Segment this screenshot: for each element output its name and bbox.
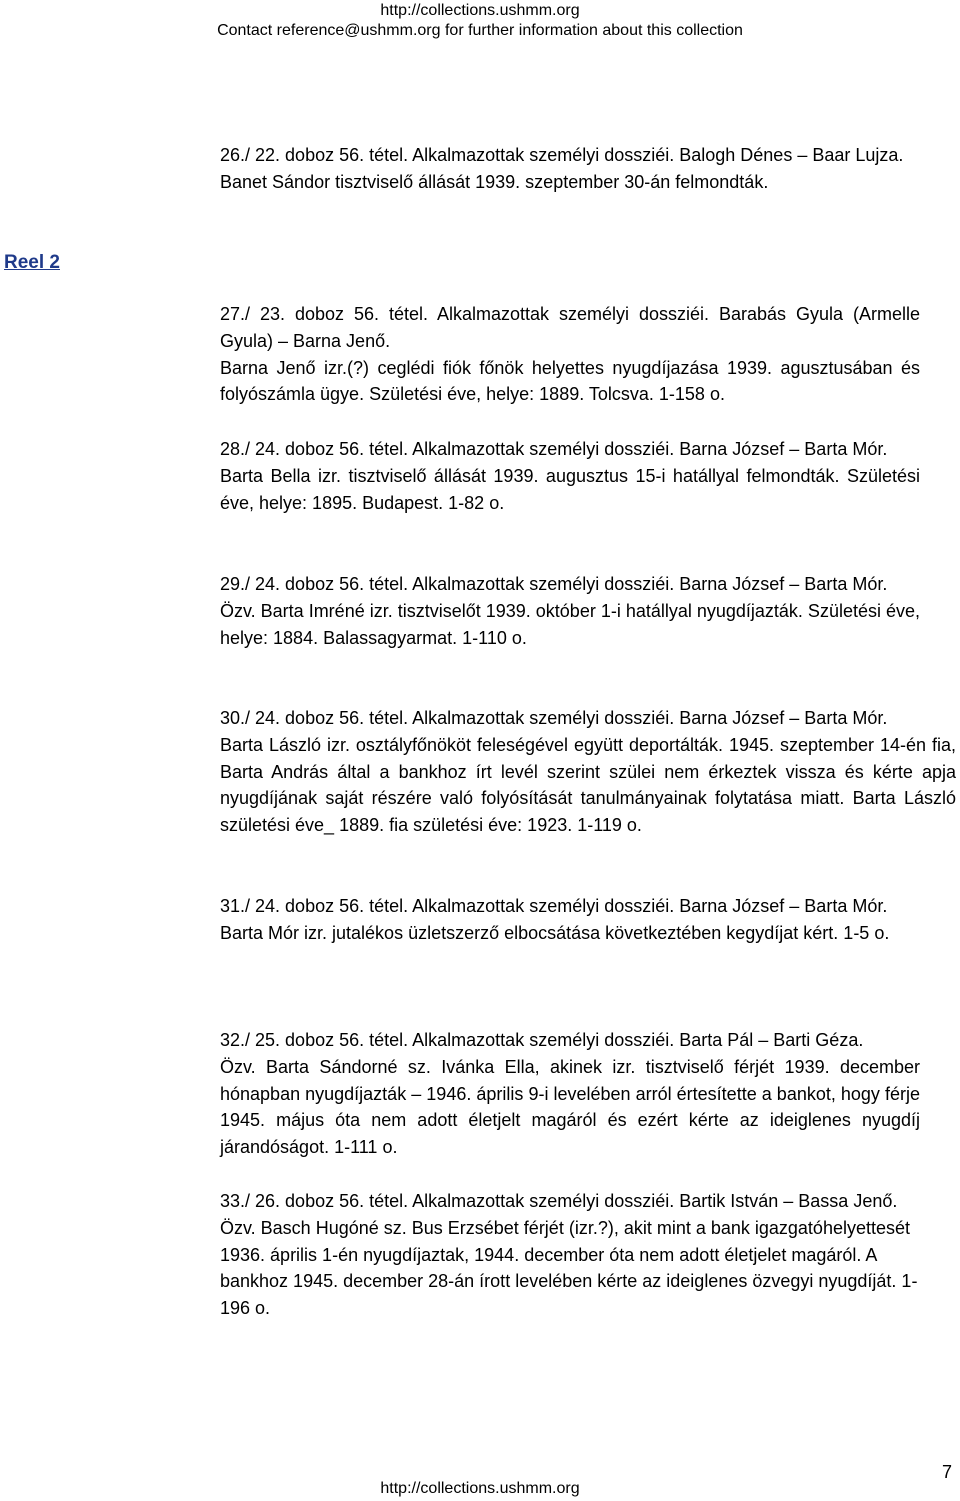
entry-body: Barta Mór izr. jutalékos üzletszerző elbocsátása következtében kegydíjat kért. 1-5 o.: [220, 922, 890, 943]
entry-heading: 29./ 24. doboz 56. tétel. Alkalmazottak személyi dossziéi. Barna József – Barta Mór.: [220, 574, 888, 594]
header-url: http://collections.ushmm.org: [380, 2, 580, 19]
entry-body: Özv. Basch Hugóné sz. Bus Erzsébet férjét (izr.?), akit mint a bank igazgatóhelyettesét 1936. április 1-én nyugdíjaztak, 1944. december óta nem adott életjelet magáról. A bankhoz 1945. december 28-án írott levelében kérte az ideiglenes özvegyi nyugdíját. 1-196 o.: [220, 1217, 918, 1319]
entry-heading: 30./ 24. doboz 56. tétel. Alkalmazottak személyi dossziéi. Barna József – Barta Mór.: [220, 708, 888, 728]
entry-body: Özv. Barta Sándorné sz. Ivánka Ella, akinek izr. tisztviselő férjét 1939. december hónapban nyugdíjazták – 1946. április 9-i levelében arról értesítette a bankot, hogy férje 1945. május óta nem adott életjelt magáról és ezért kérte az ideiglenes nyugdíj járandóságot. 1-111 o.: [220, 1056, 920, 1158]
entry-heading: 26./ 22. doboz 56. tétel. Alkalmazottak személyi dossziéi. Balogh Dénes – Baar Lujza.: [220, 145, 904, 165]
entry-body: Banet Sándor tisztviselő állását 1939. szeptember 30-án felmondták.: [220, 171, 769, 192]
entry-heading: 33./ 26. doboz 56. tétel. Alkalmazottak személyi dossziéi. Bartik István – Bassa Jenő.: [220, 1191, 898, 1211]
entry-heading: 27./ 23. doboz 56. tétel. Alkalmazottak személyi dossziéi. Barabás Gyula (Armelle Gyula) – Barna Jenő.: [220, 304, 920, 351]
entry-heading: 32./ 25. doboz 56. tétel. Alkalmazottak személyi dossziéi. Barta Pál – Barti Géza.: [220, 1030, 864, 1050]
entry-32: [220, 1027, 920, 1161]
entry-body: Barta László izr. osztályfőnököt feleségével együtt deportálták. 1945. szeptember 14-én fia, Barta András által a bankhoz írt levél szerint szülei nem érkeztek vissza és kérte apja nyugdíjának saját részére való folyósítását tanulmányainak folytatása miatt. Barta László születési éve_ 1889. fia születési éve: 1923. 1-119 o.: [220, 734, 956, 836]
entry-31: [220, 893, 920, 947]
page-number: 7: [941, 1462, 952, 1482]
entry-33: [220, 1188, 920, 1322]
header-contact-line: Contact reference@ushmm.org for further information about this collection: [217, 22, 743, 39]
reel-label: Reel 2: [4, 252, 60, 273]
entry-body: Özv. Barta Imréné izr. tisztviselőt 1939. október 1-i hatállyal nyugdíjazták. Születési éve, helye: 1884. Balassagyarmat. 1-110 o.: [220, 600, 920, 648]
entry-heading: 28./ 24. doboz 56. tétel. Alkalmazottak személyi dossziéi. Barna József – Barta Mór.: [220, 439, 888, 459]
entry-26: [220, 142, 920, 196]
entry-body: Barta Bella izr. tisztviselő állását 1939. augusztus 15-i hatállyal felmondták. Születési éve, helye: 1895. Budapest. 1-82 o.: [220, 465, 920, 513]
entry-28: [220, 436, 920, 516]
entry-heading: 31./ 24. doboz 56. tétel. Alkalmazottak személyi dossziéi. Barna József – Barta Mór.: [220, 896, 888, 916]
entry-29: [220, 571, 920, 651]
footer-url: http://collections.ushmm.org: [380, 1480, 580, 1497]
entry-30: [220, 705, 956, 839]
entry-body: Barna Jenő izr.(?) ceglédi fiók főnök helyettes nyugdíjazása 1939. agusztusában és folyószámla ügye. Születési éve, helye: 1889. Tolcsva. 1-158 o.: [220, 357, 920, 405]
entry-27: [220, 301, 920, 408]
